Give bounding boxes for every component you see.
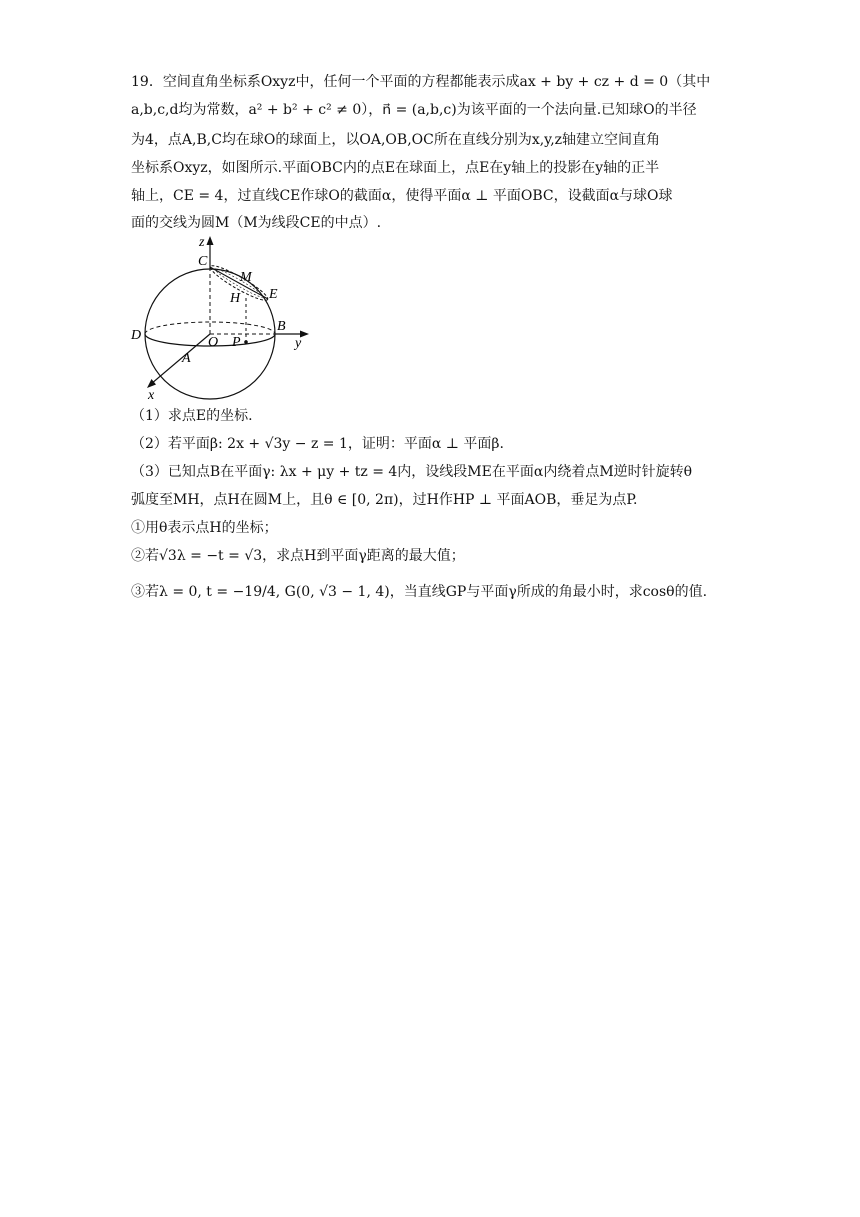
sphere-figure xyxy=(128,232,320,400)
problem-line-4: 坐标系Oxyz，如图所示.平面OBC内的点E在球面上，点E在y轴上的投影在y轴的正半 xyxy=(131,160,660,176)
problem-line-2: a,b,c,d均为常数，a² + b² + c² ≠ 0），n⃗ = (a,b,c)为该平面的一个法向量.已知球O的半径 xyxy=(131,102,697,118)
sphere-diagram xyxy=(128,232,320,400)
question-1: （1）求点E的坐标. xyxy=(131,408,253,424)
problem-line-1: 19．空间直角坐标系Oxyz中，任何一个平面的方程都能表示成ax + by + cz + d = 0（其中 xyxy=(131,74,711,90)
label-y: y xyxy=(295,336,302,351)
label-e: E xyxy=(269,287,278,302)
label-p: P xyxy=(232,335,241,350)
problem-line-6: 面的交线为圆M（M为线段CE的中点）. xyxy=(131,215,382,231)
y-axis-arrow xyxy=(300,331,309,338)
label-z: z xyxy=(199,235,205,250)
question-3-part-2: ②若√3λ = −t = √3，求点H到平面γ距离的最大值； xyxy=(131,548,465,564)
question-3-part-1: ①用θ表示点H的坐标； xyxy=(131,520,278,536)
z-axis-arrow xyxy=(207,236,214,245)
question-3-line-2: 弧度至MH，点H在圆M上，且θ ∈ [0, 2π)，过H作HP ⊥ 平面AOB，垂足为点P. xyxy=(131,492,638,508)
label-h: H xyxy=(230,291,241,306)
label-o: O xyxy=(208,335,219,350)
label-a: A xyxy=(182,351,191,366)
problem-line-5: 轴上，CE = 4，过直线CE作球O的截面α，使得平面α ⊥ 平面OBC，设截面α与球O球 xyxy=(131,188,673,204)
label-m: M xyxy=(240,270,252,285)
problem-line-3: 为4，点A,B,C均在球O的球面上，以OA,OB,OC所在直线分别为x,y,z轴建立空间直角 xyxy=(131,132,661,148)
label-c: C xyxy=(198,254,208,269)
label-x: x xyxy=(148,388,155,400)
question-3-line-1: （3）已知点B在平面γ: λx + μy + tz = 4内，设线段ME在平面α内绕着点M逆时针旋转θ xyxy=(131,464,693,480)
label-d: D xyxy=(131,328,142,343)
point-p xyxy=(244,340,248,344)
question-2: （2）若平面β: 2x + √3y − z = 1，证明：平面α ⊥ 平面β. xyxy=(131,436,504,452)
question-3-part-3: ③若λ = 0, t = −19/4, G(0, √3 − 1, 4)，当直线GP与平面γ所成的角最小时，求cosθ的值. xyxy=(131,584,708,600)
label-b: B xyxy=(277,319,286,334)
